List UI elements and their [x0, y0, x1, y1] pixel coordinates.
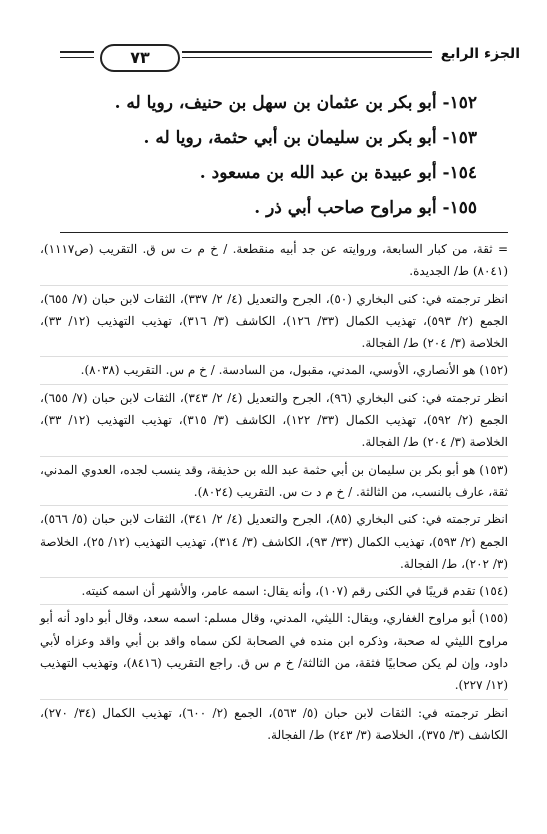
entry-item: ١٥٢- أبو بكر بن عثمان بن سهل بن حنيف، رويا له . [114, 93, 477, 113]
header-rule [182, 51, 432, 53]
entry-item: ١٥٣- أبو بكر بن سليمان بن أبي حثمة، رويا له . [143, 128, 477, 148]
footnote-paragraph: (١٥٥) أبو مراوح الغفاري، ويقال: الليثي، المدني، وقال مسلم: اسمه سعد، وقال أبو داود أنه أبو مراوح الليثي له صحبة، وذكره ابن منده في الصحابة لكن سماه واقد بن أبي واقد وعزاه لأبي داود، وإن لم يكن صحابيًا فثقة، من الثالثة/ خ م س ق. راجع التقريب (٨٤١٦)، وتهذيب التهذيب (١٢/ ٢٢٧). [40, 607, 508, 699]
footnote-paragraph: انظر ترجمته في: كنى البخاري (٥٠)، الجرح والتعديل (٤/ ٢/ ٣٣٧)، الثقات لابن حبان (٧/ ٦٥٥)، الجمع (٢/ ٥٩٣)، تهذيب الكمال (٣٣/ ١٢٦)، الكاشف (٣/ ٣١٦)، تهذيب التهذيب (١٢/ ٣٣)، الخلاصة (٣/ ٢٠٤) ط/ الفجالة. [40, 288, 508, 358]
page-header [60, 44, 520, 76]
footnote-paragraph: انظر ترجمته في: كنى البخاري (٩٦)، الجرح والتعديل (٤/ ٢/ ٣٤٣)، الثقات لابن حبان (٧/ ٦٥٥)، الجمع (٢/ ٥٩٢)، تهذيب الكمال (٣٣/ ١٢٢)، الكاشف (٣/ ٣١٥)، تهذيب التهذيب (١٢/ ٣٣)، الخلاصة (٣/ ٢٠٤) ط/ الفجالة. [40, 387, 508, 457]
footnote-paragraph: (١٥٤) تقدم قريبًا في الكنى رقم (١٠٧)، وأنه يقال: اسمه عامر، والأشهر أن اسمه كنيته. [40, 580, 508, 605]
page-number: ٧٣ [100, 44, 180, 72]
footnote-paragraph: (١٥٢) هو الأنصاري، الأوسي، المدني، مقبول، من السادسة. / خ م س. التقريب (٨٠٣٨). [40, 359, 508, 384]
entry-list [57, 86, 477, 226]
header-rule [60, 51, 94, 53]
entry-item: ١٥٥- أبو مراوح صاحب أبي ذر . [254, 198, 477, 218]
header-rule [60, 57, 94, 58]
footnotes [40, 238, 508, 750]
entry-item: ١٥٤- أبو عبيدة بن عبد الله بن مسعود . [199, 163, 477, 183]
running-title: الجزء الرابع [440, 46, 520, 62]
footnote-paragraph: انظر ترجمته في: كنى البخاري (٨٥)، الجرح والتعديل (٤/ ٢/ ٣٤١)، الثقات لابن حبان (٥/ ٥٦٦)، الجمع (٢/ ٥٩٣)، تهذيب الكمال (٣٣/ ٩٣)، الكاشف (٣/ ٣١٤)، تهذيب التهذيب (١٢/ ٢٥)، الخلاصة (٣/ ٢٠٢)، ط/ الفجالة. [40, 508, 508, 578]
footnote-paragraph: (١٥٣) هو أبو بكر بن سليمان بن أبي حثمة عبد الله بن حذيفة، وقد ينسب لجده، العدوي المدني، ثقة، عارف بالنسب، من الثالثة. / خ م د ت س. التقريب (٨٠٢٤). [40, 459, 508, 507]
footnote-paragraph: انظر ترجمته في: الثقات لابن حبان (٥/ ٥٦٣)، الجمع (٢/ ٦٠٠)، تهذيب الكمال (٣٤/ ٢٧٠)، الكاشف (٣/ ٣٧٥)، الخلاصة (٣/ ٢٤٣) ط/ الفجالة. [40, 705, 509, 742]
header-rule [182, 57, 432, 58]
footnote-paragraph: = ثقة، من كبار السابعة، وروايته عن جد أبيه منقطعة. / خ م ت س ق. التقريب (ص١١١٧)، (٨٠٤١) ط/ الجديدة. [40, 238, 508, 286]
footnote-divider [60, 232, 508, 233]
